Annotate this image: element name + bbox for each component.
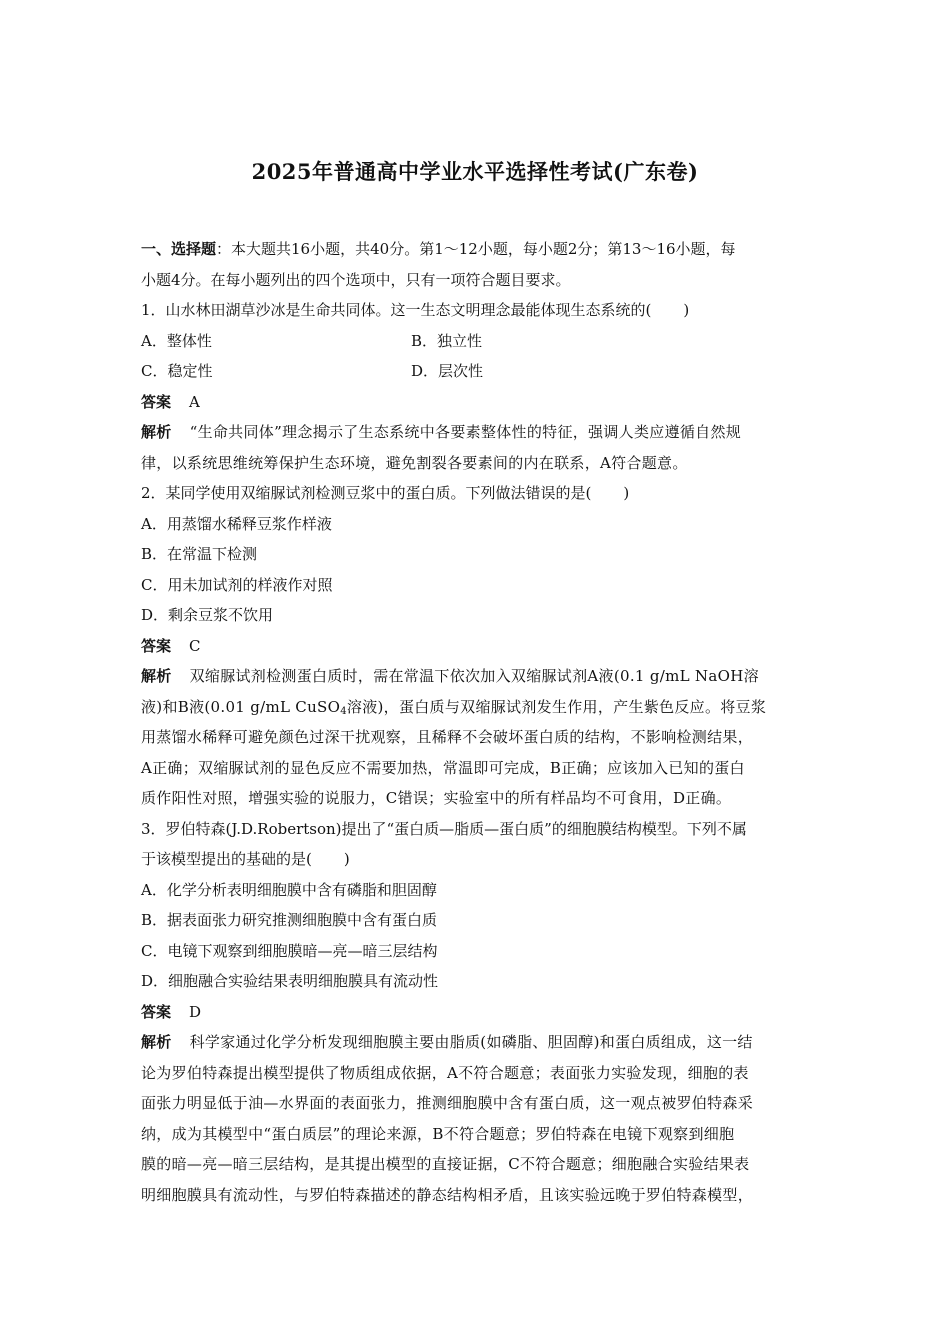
q2-analysis-text: 双缩脲试剂检测蛋白质时，需在常温下依次加入双缩脲试剂A液(0.1 g/mL NaOH溶 xyxy=(189,667,759,685)
q3-stem-close: ) xyxy=(343,850,350,868)
analysis-label: 解析 xyxy=(141,423,172,441)
q2-option-b: B．在常温下检测 xyxy=(141,545,258,563)
section-intro xyxy=(141,234,813,265)
analysis-label: 解析 xyxy=(141,667,172,685)
q3-analysis-text: 科学家通过化学分析发现细胞膜主要由脂质(如磷脂、胆固醇)和蛋白质组成，这一结 xyxy=(189,1033,753,1051)
q3-analysis-line: 明细胞膜具有流动性，与罗伯特森描述的静态结构相矛盾，且该实验远晚于罗伯特森模型， xyxy=(141,1185,754,1204)
q2-option-d: D．剩余豆浆不饮用 xyxy=(141,606,274,624)
q3-option-c: C．电镜下观察到细胞膜暗—亮—暗三层结构 xyxy=(141,941,438,960)
q2-analysis-line: A正确；双缩脲试剂的显色反应不需要加热，常温即可完成，B正确；应该加入已知的蛋白 xyxy=(141,758,745,777)
q1-options-row2 xyxy=(141,356,813,387)
q3-stem: 3．罗伯特森(J.D.Robertson)提出了“蛋白质—脂质—蛋白质”的细胞膜结构模型。下列不属 xyxy=(141,819,747,838)
q2-analysis-line xyxy=(141,661,813,692)
q3-answer-value: D xyxy=(189,1002,202,1021)
q2-analysis-line: 用蒸馏水稀释可避免颜色过深干扰观察，且稀释不会破坏蛋白质的结构，不影响检测结果， xyxy=(141,728,754,746)
q1-stem-text: 1．山水林田湖草沙冰是生命共同体。这一生态文明理念最能体现生态系统的( xyxy=(141,301,652,319)
q1-option-d: D．层次性 xyxy=(411,362,484,380)
q2-option-c: C．用未加试剂的样液作对照 xyxy=(141,575,333,594)
q3-option-d: D．细胞融合实验结果表明细胞膜具有流动性 xyxy=(141,972,439,990)
analysis-label: 解析 xyxy=(141,1033,172,1051)
q3-stem-cont xyxy=(141,844,813,875)
q1-option-b: B．独立性 xyxy=(411,331,483,350)
q1-option-c: C．稳定性 xyxy=(141,362,213,380)
q1-analysis-text: “生命共同体”理念揭示了生态系统中各要素整体性的特征，强调人类应遵循自然规 xyxy=(189,423,742,441)
section-label: 一、选择题 xyxy=(141,240,217,258)
q2-analysis-text: 溶液)，蛋白质与双缩脲试剂发生作用，产生紫色反应。将豆浆 xyxy=(346,697,767,716)
question-body xyxy=(141,234,813,1210)
q1-option-a: A．整体性 xyxy=(141,331,212,350)
q3-analysis-line: 纳，成为其模型中“蛋白质层”的理论来源，B不符合题意；罗伯特森在电镜下观察到细胞 xyxy=(141,1124,735,1143)
q2-stem-text: 2．某同学使用双缩脲试剂检测豆浆中的蛋白质。下列做法错误的是( xyxy=(141,484,592,502)
section-intro-text: ：本大题共16小题，共40分。第1～12小题，每小题2分；第13～16小题，每 xyxy=(216,240,736,258)
page-title: 2025年普通高中学业水平选择性考试(广东卷) xyxy=(251,159,699,184)
q1-answer-value: A xyxy=(189,392,200,411)
answer-label: 答案 xyxy=(141,1002,172,1021)
answer-label: 答案 xyxy=(141,392,172,411)
q2-answer-value: C xyxy=(189,636,201,655)
q3-option-a: A．化学分析表明细胞膜中含有磷脂和胆固醇 xyxy=(141,880,437,899)
q3-analysis-line xyxy=(141,1027,813,1058)
q1-answer xyxy=(141,387,813,418)
q1-options-row1 xyxy=(141,326,813,357)
q1-stem-close: ) xyxy=(683,301,690,319)
q2-analysis-line: 质作阳性对照，增强实验的说服力，C错误；实验室中的所有样品均不可食用，D正确。 xyxy=(141,789,732,807)
q1-stem xyxy=(141,295,813,326)
q3-option-b: B．据表面张力研究推测细胞膜中含有蛋白质 xyxy=(141,911,438,929)
q1-analysis-line xyxy=(141,417,813,448)
q3-stem-text: 于该模型提出的基础的是( xyxy=(141,850,312,868)
q2-analysis-text: 液)和B液(0.01 g/mL CuSO xyxy=(141,697,341,716)
q3-analysis-line: 论为罗伯特森提出模型提供了物质组成依据，A不符合题意；表面张力实验发现，细胞的表 xyxy=(141,1063,749,1082)
section-intro-cont: 小题4分。在每小题列出的四个选项中，只有一项符合题目要求。 xyxy=(141,270,571,289)
q3-analysis-line: 面张力明显低于油—水界面的表面张力，推测细胞膜中含有蛋白质，这一观点被罗伯特森采 xyxy=(141,1094,754,1112)
q2-analysis-line xyxy=(141,692,813,723)
q2-answer xyxy=(141,631,813,662)
q2-stem-close: ) xyxy=(623,484,630,502)
q1-analysis-line: 律，以系统思维统筹保护生态环境，避免割裂各要素间的内在联系，A符合题意。 xyxy=(141,453,688,472)
answer-label: 答案 xyxy=(141,636,172,655)
q3-answer xyxy=(141,997,813,1028)
q3-analysis-line: 膜的暗—亮—暗三层结构，是其提出模型的直接证据，C不符合题意；细胞融合实验结果表 xyxy=(141,1155,750,1173)
q2-stem xyxy=(141,478,813,509)
subscript: 4 xyxy=(340,705,347,717)
q2-option-a: A．用蒸馏水稀释豆浆作样液 xyxy=(141,514,332,533)
